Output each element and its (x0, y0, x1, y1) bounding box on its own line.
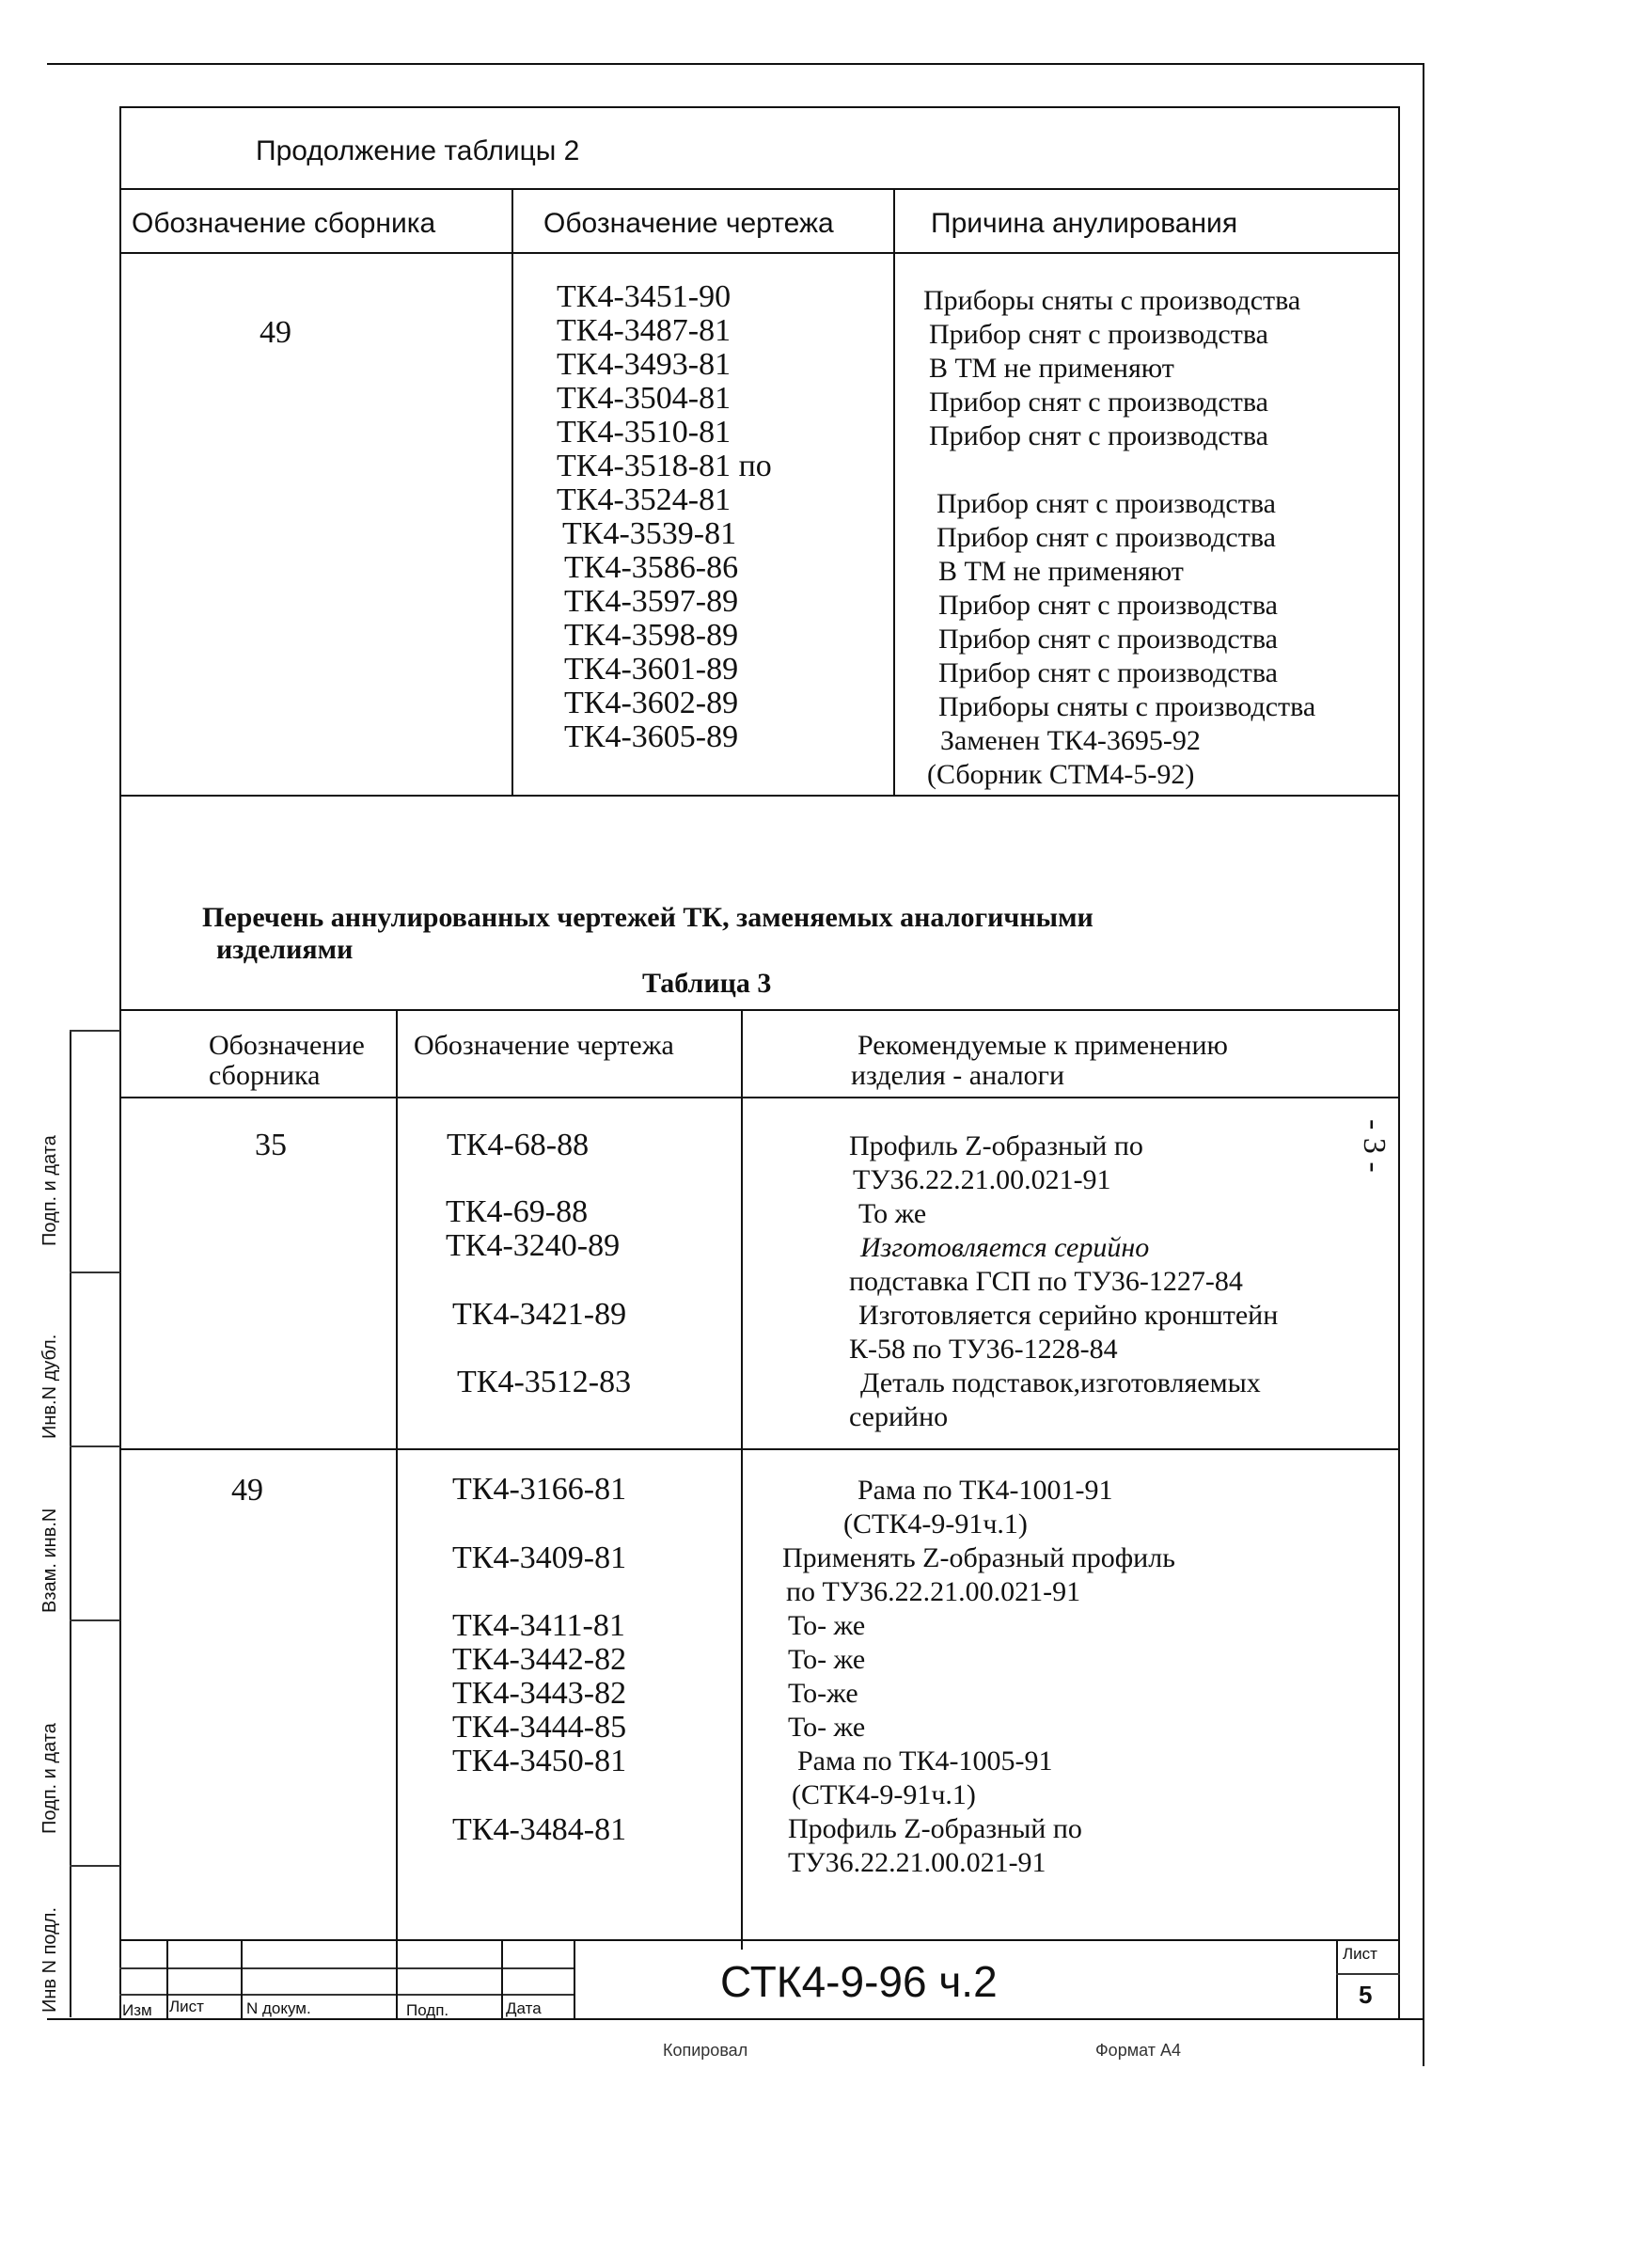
list-item: (СТК4-9-91ч.1) (843, 1508, 1028, 1540)
list-item: Профиль Z-образный по (849, 1130, 1143, 1161)
top-border-line (47, 63, 1424, 65)
title-block-label-change: Изм (122, 2001, 152, 2019)
footer-copied: Копировал (663, 2041, 748, 2060)
list-item: Прибор снят с производства (936, 488, 1276, 519)
list-item: Прибор снят с производства (936, 522, 1276, 553)
footer-format: Формат А4 (1095, 2041, 1181, 2060)
list-item: То- же (788, 1610, 866, 1641)
table3-group35-drawing-1: ТК4-68-88 (447, 1128, 590, 1162)
table3-group35-drawing-4: ТК4-3421-89 (452, 1297, 627, 1332)
table3-caption-line2: изделиями (216, 934, 354, 965)
table-row: ТК4-3504-81 (557, 381, 732, 416)
table3-header-analog-2: изделия - аналоги (851, 1060, 1065, 1091)
list-item: ТК4-3443-82 (452, 1676, 627, 1711)
list-item (923, 453, 1315, 487)
table3-group35-collection: 35 (255, 1128, 287, 1162)
side-stamp-duplicate-inventory: Инв.N дубл. (39, 1334, 60, 1439)
table3-group35-drawing-3: ТК4-3240-89 (446, 1228, 621, 1263)
side-stamp-replacement-inventory: Взам. инв.N (39, 1508, 60, 1613)
list-item: То-же (788, 1678, 858, 1709)
table2-header-collection: Обозначение сборника (132, 208, 436, 239)
side-stamp-original-inventory: Инв N подл. (39, 1906, 60, 2013)
list-item: подставка ГСП по ТУ36-1227-84 (849, 1266, 1243, 1297)
table2-continuation-title: Продолжение таблицы 2 (256, 135, 580, 166)
table3-group35-drawing-5: ТК4-3512-83 (457, 1365, 632, 1399)
list-item: Приборы сняты с производства (938, 691, 1316, 722)
document-designation: СТК4-9-96 ч.2 (720, 1957, 998, 2006)
right-border-line (1423, 63, 1424, 2066)
table3-group49-analogs (782, 1474, 1175, 1880)
table2-header-drawing: Обозначение чертежа (543, 208, 834, 239)
list-item: (Сборник СТМ4-5-92) (927, 759, 1195, 790)
table-row: ТК4-3602-89 (564, 686, 739, 720)
table-row: ТК4-3451-90 (557, 279, 732, 314)
table3-header-collection-2: сборника (209, 1060, 321, 1091)
table2-collection-value: 49 (260, 315, 291, 350)
table-row: ТК4-3597-89 (564, 584, 739, 619)
table3-group49-drawing-2: ТК4-3409-81 (452, 1540, 627, 1575)
side-stamp-sign-date-1: Подп. и дата (39, 1135, 60, 1246)
list-item: ТК4-3442-82 (452, 1642, 627, 1677)
table-row: ТК4-3605-89 (564, 719, 739, 754)
title-block-label-date: Дата (506, 1999, 542, 2017)
list-item: Деталь подставок,изготовляемых (860, 1367, 1261, 1398)
table3-caption-line1: Перечень аннулированных чертежей ТК, заменяемых аналогичными (202, 902, 1093, 933)
list-item: Профиль Z-образный по (788, 1813, 1082, 1844)
list-item: То- же (788, 1644, 866, 1675)
table3-label: Таблица 3 (642, 968, 772, 999)
list-item: Приборы сняты с производства (923, 285, 1301, 316)
title-block-label-signature: Подп. (406, 2001, 449, 2019)
list-item: Рама по ТК4-1001-91 (857, 1475, 1113, 1506)
side-stamp-sign-date-2: Подп. и дата (39, 1723, 60, 1834)
list-item: В ТМ не применяют (929, 353, 1174, 384)
list-item: ТК4-3450-81 (452, 1744, 627, 1778)
table3-group35-analogs (849, 1129, 1278, 1434)
list-item: (СТК4-9-91ч.1) (792, 1779, 976, 1810)
table-row: ТК4-3510-81 (557, 415, 732, 450)
sheet-number: 5 (1359, 1981, 1373, 2009)
list-item: серийно (849, 1401, 949, 1432)
list-item: Заменен ТК4-3695-92 (940, 725, 1201, 756)
table-row: ТК4-3539-81 (562, 516, 737, 551)
list-item: Изготовляется серийно кронштейн (858, 1300, 1279, 1331)
list-item: То же (858, 1198, 927, 1229)
table2-header-reason: Причина анулирования (931, 208, 1238, 239)
list-item: Прибор снят с производства (938, 624, 1278, 655)
list-item: Прибор снят с производства (929, 420, 1268, 451)
table3-group35-drawing-2: ТК4-69-88 (446, 1194, 589, 1229)
table-row: ТК4-3487-81 (557, 313, 732, 348)
table3-header-analog-1: Рекомендуемые к применению (857, 1030, 1228, 1061)
list-item: Прибор снят с производства (938, 657, 1278, 688)
list-item: Прибор снят с производства (929, 387, 1268, 418)
list-item: Применять Z-образный профиль (782, 1542, 1175, 1573)
sheet-label: Лист (1343, 1945, 1377, 1963)
list-item: К-58 по ТУ36-1228-84 (849, 1334, 1118, 1365)
table-row: ТК4-3598-89 (564, 618, 739, 653)
table-row: ТК4-3586-86 (564, 550, 739, 585)
table3-header-drawing: Обозначение чертежа (414, 1030, 674, 1061)
table3-group49-drawing-8: ТК4-3484-81 (452, 1812, 627, 1847)
list-item: То- же (788, 1712, 866, 1743)
title-block-label-sheet: Лист (169, 1998, 204, 2015)
table3-group49-collection: 49 (231, 1473, 263, 1508)
list-item: Рама по ТК4-1005-91 (797, 1745, 1053, 1777)
table2-drawing-list (557, 280, 772, 754)
title-block-label-document: N докум. (246, 1999, 311, 2017)
list-item: ТК4-3411-81 (452, 1608, 625, 1643)
table3-header-collection-1: Обозначение (209, 1030, 365, 1061)
list-item: ТУ36.22.21.00.021-91 (853, 1164, 1111, 1195)
margin-page-mark: - 3 - (1357, 1119, 1392, 1173)
table-row: ТК4-3524-81 (557, 482, 732, 517)
list-item: В ТМ не применяют (938, 556, 1184, 587)
list-item: ТК4-3444-85 (452, 1710, 627, 1745)
table2-reason-list (923, 284, 1315, 792)
table3-group49-drawing-list (452, 1609, 626, 1778)
list-item: по ТУ36.22.21.00.021-91 (786, 1576, 1081, 1607)
list-item: Прибор снят с производства (938, 590, 1278, 621)
list-item: Прибор снят с производства (929, 319, 1268, 350)
table-row: ТК4-3601-89 (564, 652, 739, 687)
table-row: ТК4-3518-81 по (557, 449, 772, 483)
list-item: ТУ36.22.21.00.021-91 (788, 1847, 1046, 1878)
table3-group49-drawing-1: ТК4-3166-81 (452, 1472, 627, 1507)
list-item: Изготовляется серийно (860, 1232, 1150, 1263)
table-row: ТК4-3493-81 (557, 347, 732, 382)
